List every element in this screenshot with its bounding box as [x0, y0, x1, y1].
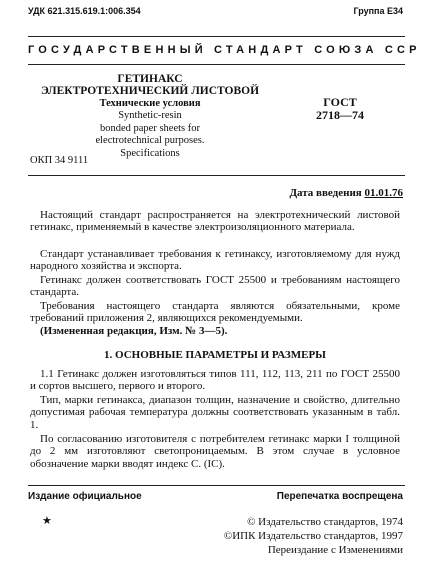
reprint-prohibited-label: Перепечатка воспрещена — [276, 491, 403, 502]
gost-number: 2718—74 — [316, 108, 364, 122]
banner-rule — [28, 64, 405, 65]
intro-date-label: Дата введения — [289, 187, 362, 199]
title-en-4: Specifications — [120, 147, 180, 159]
okp-code: ОКП 34 9111 — [30, 155, 89, 166]
reissue-note: Переиздание с Изменениями — [267, 544, 403, 556]
title-en-2: bonded paper sheets for — [99, 122, 200, 134]
paragraph-scope: Настоящий стандарт распространяется на электротехнический листовой гетинакс, применяемый в качестве электроизоляционного материала. — [30, 209, 400, 234]
gost-number-block — [305, 96, 375, 122]
clause-translucent: По согласованию изготовителя с потребителем гетинакс марки I толщиной до 2 мм изготовляют светопроницаемым. В этом случае в условное обозначение марки вводят индекс С. (IC). — [30, 433, 400, 470]
paragraph-gost-compliance: Гетинакс должен соответствовать ГОСТ 25500 и требованиям настоящего стандарта. — [30, 274, 400, 299]
copyright-1974: © Издательство стандартов, 1974 — [247, 516, 403, 528]
title-line-3: Технические условия — [99, 98, 201, 109]
official-edition-label: Издание официальное — [28, 491, 142, 502]
top-rule — [28, 36, 405, 37]
intro-date — [289, 187, 403, 199]
title-line-2: ЭЛЕКТРОТЕХНИЧЕСКИЙ ЛИСТОВОЙ — [40, 85, 260, 97]
document-title-block — [40, 73, 260, 160]
clause-types-marks: Тип, марки гетинакса, диапазон толщин, назначение и свойство, длительно допустимая рабочая температура должны соответствовать указанным в табл. 1. — [30, 394, 400, 431]
paragraph-requirements: Стандарт устанавливает требования к гетинаксу, изготовляемому для нужд народного хозяйства и экспорта. — [30, 248, 400, 273]
paragraph-amendment: (Измененная редакция, Изм. № 3—5). — [40, 325, 228, 337]
copyright-1997: ©ИПК Издательство стандартов, 1997 — [223, 530, 403, 542]
udk-code: УДК 621.315.619.1:006.354 — [28, 6, 141, 16]
clause-1-1: 1.1 Гетинакс должен изготовляться типов 111, 112, 113, 211 по ГОСТ 25500 и сортов высшего, первого и второго. — [30, 368, 400, 393]
star-icon: ★ — [42, 515, 52, 527]
footer-rule — [28, 485, 405, 486]
paragraph-mandatory: Требования настоящего стандарта являются обязательными, кроме требований приложения 2, являющихся рекомендуемыми. — [30, 300, 400, 325]
title-line-1: ГЕТИНАКС — [117, 73, 183, 85]
gost-label: ГОСТ — [323, 95, 357, 109]
intro-date-value: 01.01.76 — [364, 187, 403, 199]
title-rule — [28, 175, 405, 176]
title-en-1: Synthetic-resin — [118, 110, 182, 121]
title-en-3: electrotechnical purposes. — [95, 135, 205, 146]
group-code: Группа Е34 — [353, 6, 403, 16]
section-heading: 1. ОСНОВНЫЕ ПАРАМЕТРЫ И РАЗМЕРЫ — [104, 349, 326, 361]
standard-banner: ГОСУДАРСТВЕННЫЙ СТАНДАРТ СОЮЗА ССР — [28, 44, 421, 56]
